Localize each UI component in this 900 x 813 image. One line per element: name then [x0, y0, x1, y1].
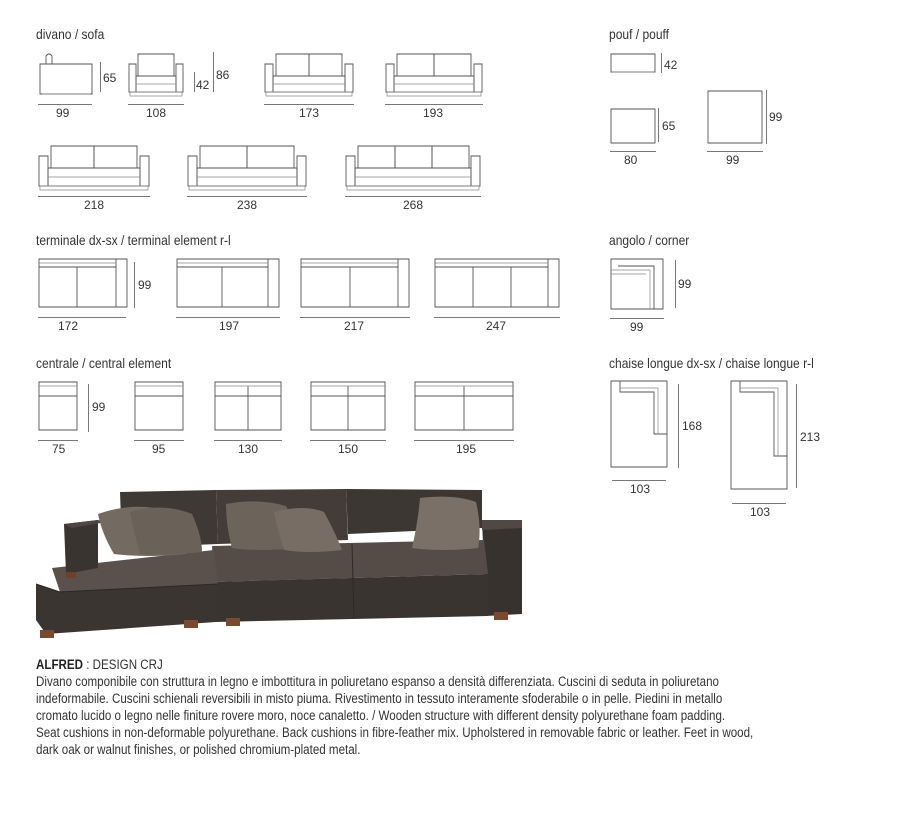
dim-corner-width-99: 99 — [630, 320, 644, 334]
sofa-218-front-view-drawing — [38, 144, 150, 192]
dim-line-term-w172 — [38, 317, 126, 318]
dim-line-chaise-d168 — [678, 384, 679, 468]
section-title-pouf: pouf / pouff — [609, 26, 670, 42]
central-195-drawing — [414, 380, 516, 434]
dim-width-173: 173 — [299, 106, 320, 120]
terminal-197-drawing — [176, 257, 282, 311]
chaise-168-drawing — [610, 380, 670, 470]
pouf-80-drawing — [610, 108, 656, 146]
sofa-268-front-view-drawing — [345, 144, 481, 192]
dim-chaise-depth-168: 168 — [682, 419, 703, 433]
dim-width-99: 99 — [56, 106, 70, 120]
dim-height-86: 86 — [216, 68, 230, 82]
dim-line-central-w130 — [214, 440, 282, 441]
dim-terminal-depth-99: 99 — [138, 278, 152, 292]
pouf-low-drawing — [610, 52, 656, 76]
dim-line-w173 — [264, 104, 354, 105]
dim-line-chaise-d213 — [796, 384, 797, 488]
dim-line-pouf-h65 — [658, 108, 659, 142]
dim-terminal-width-217: 217 — [344, 319, 365, 333]
dim-line-central-w95 — [134, 440, 184, 441]
description-line-1: Divano componibile con struttura in legno e imbottitura in poliuretano espanso a densità differenziata. Cuscini di seduta in poliuretano — [36, 674, 719, 689]
dim-central-depth-99: 99 — [92, 400, 106, 414]
central-75-drawing — [38, 380, 80, 434]
description-line-3: cromato lucido o legno nelle finiture rovere moro, noce canaletto. / Wooden structure with different density polyurethane foam padding. — [36, 708, 726, 723]
corner-element-drawing — [610, 258, 666, 312]
central-130-drawing — [214, 380, 284, 434]
dim-width-238: 238 — [237, 198, 258, 212]
dim-line-term-d99 — [134, 262, 135, 308]
dim-line-central-w150 — [310, 440, 386, 441]
dim-line-w218 — [38, 196, 150, 197]
dim-pouf-height-99: 99 — [769, 110, 783, 124]
dim-chaise-width-103a: 103 — [630, 482, 651, 496]
section-title-terminal: terminale dx-sx / terminal element r-l — [36, 232, 231, 248]
dim-line-h42 — [194, 72, 195, 92]
section-title-corner: angolo / corner — [609, 232, 690, 248]
description-line-4: Seat cushions in non-deformable polyurethane. Back cushions in fibre-feather mix. Upholstered in removable fabric or leather. Feet in wood, — [36, 725, 754, 740]
dim-line-term-w197 — [176, 317, 280, 318]
dim-chaise-depth-213: 213 — [800, 430, 821, 444]
dim-line-central-d99 — [88, 384, 89, 432]
description-line-5: dark oak or walnut finishes, or polished chromium-plated metal. — [36, 742, 361, 757]
dim-height-65: 65 — [103, 71, 117, 85]
dim-central-width-130: 130 — [238, 442, 259, 456]
chaise-213-drawing — [730, 380, 790, 492]
dim-width-218: 218 — [84, 198, 105, 212]
dim-height-42: 42 — [196, 78, 210, 92]
section-title-sofa: divano / sofa — [36, 26, 105, 42]
dim-pouf-width-80: 80 — [624, 153, 638, 167]
sofa-173-front-view-drawing — [264, 52, 354, 98]
product-description — [36, 656, 876, 758]
sofa-side-view-drawing — [38, 48, 94, 98]
dim-line-pouf-h99 — [766, 90, 767, 144]
dim-terminal-width-247: 247 — [486, 319, 507, 333]
description-line-2: indeformabile. Cuscini schienali reversibili in misto piuma. Rivestimento in tessuto interamente sfoderabile o in pelle. Piedini in metallo — [36, 691, 723, 706]
dim-line-chaise-w103b — [732, 503, 786, 504]
dim-central-width-150: 150 — [338, 442, 359, 456]
dim-width-268: 268 — [403, 198, 424, 212]
dim-corner-depth-99: 99 — [678, 277, 692, 291]
dim-pouf-height-65: 65 — [662, 119, 676, 133]
pouf-99-drawing — [707, 90, 763, 146]
dim-line-w99 — [38, 104, 92, 105]
dim-line-chaise-w103a — [612, 480, 666, 481]
dim-line-w238 — [187, 196, 307, 197]
dim-terminal-width-172: 172 — [58, 319, 79, 333]
dim-line-pouf-w80 — [610, 151, 656, 152]
dim-line-w268 — [345, 196, 481, 197]
sofa-193-front-view-drawing — [385, 52, 483, 98]
dim-central-width-75: 75 — [52, 442, 66, 456]
terminal-217-drawing — [300, 257, 412, 311]
dim-line-pouf-w99 — [707, 151, 763, 152]
product-designer: DESIGN CRJ — [92, 657, 163, 672]
dim-chaise-width-103b: 103 — [750, 505, 771, 519]
armchair-front-view-drawing — [128, 52, 184, 98]
dim-width-193: 193 — [423, 106, 444, 120]
terminal-247-drawing — [434, 257, 562, 311]
dim-line-h86 — [213, 52, 214, 92]
section-title-central: centrale / central element — [36, 355, 172, 371]
dim-line-term-w247 — [434, 317, 560, 318]
central-95-drawing — [134, 380, 186, 434]
dim-line-term-w217 — [300, 317, 410, 318]
dim-pouf-width-99: 99 — [726, 153, 740, 167]
dim-terminal-width-197: 197 — [219, 319, 240, 333]
sofa-product-photo — [36, 488, 526, 640]
sofa-238-front-view-drawing — [187, 144, 307, 192]
product-name: ALFRED — [36, 657, 83, 672]
dim-central-width-195: 195 — [456, 442, 477, 456]
dim-line-pouf-h42 — [661, 53, 662, 73]
terminal-172-drawing — [38, 257, 130, 311]
central-150-drawing — [310, 380, 388, 434]
dim-line-w108 — [128, 104, 184, 105]
dim-line-central-w75 — [38, 440, 78, 441]
dim-line-w193 — [385, 104, 483, 105]
dim-pouf-height-42: 42 — [664, 58, 678, 72]
product-heading — [36, 656, 763, 673]
dim-width-108: 108 — [146, 106, 167, 120]
dim-line-central-w195 — [414, 440, 514, 441]
section-title-chaise: chaise longue dx-sx / chaise longue r-l — [609, 355, 814, 371]
dim-line-corner-w99 — [610, 318, 664, 319]
dim-line-h65 — [100, 62, 101, 92]
dim-central-width-95: 95 — [152, 442, 166, 456]
product-name-separator: : — [82, 657, 93, 672]
dim-line-corner-d99 — [675, 260, 676, 308]
